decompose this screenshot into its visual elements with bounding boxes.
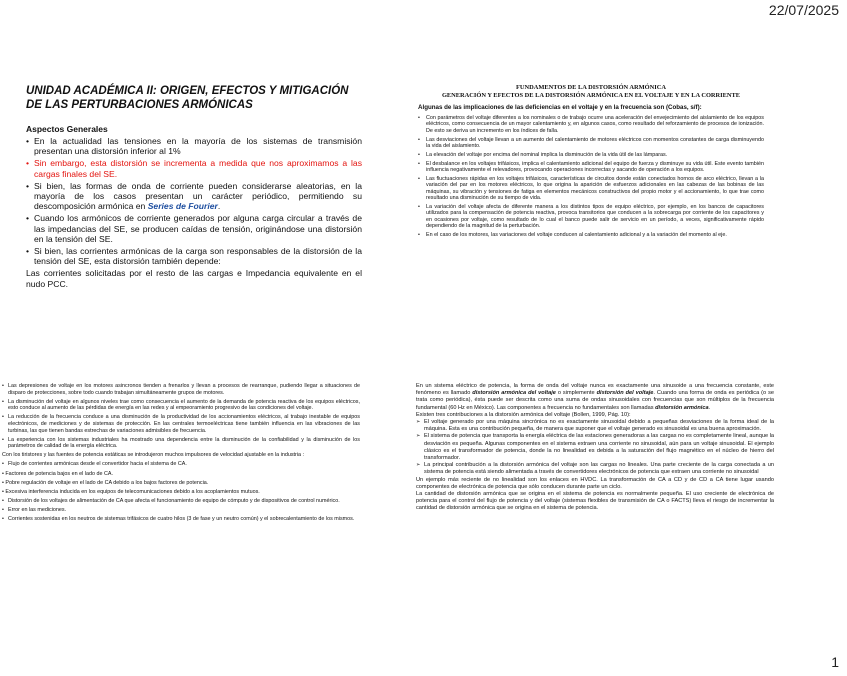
text-run: En un sistema eléctrico de potencia, la forma de onda del voltaje nunca es exactamente una sinusoide a una frecuencia constante, este fenómeno es llamado [416, 383, 774, 397]
arrow-item: ➢ El sistema de potencia que transporta la energía eléctrica de las estaciones generadoras a las cargas no es completamente lineal, aunque la desviación es pequeña. Algunas componentes en el sistema extraen una corriente no sinusoidal, aún para un voltaje sinusoidal. El ejemplo clásico es el transformador de potencia, donde la no linealidad es debida a la saturación del flujo magnético en el núcleo de hierro del transformador. [416, 433, 774, 462]
slide-unidad-academica [26, 84, 362, 291]
list-item: • La variación del voltaje afecta de diferente manera a los distintos tipos de equipo eléctrico, por ejemplo, en los bancos de capacitores utilizados para la compensación de potencia reactiva, provoca transitorios que conducen a la sobrecarga por corriente de los capacitores y en ocasiones por voltaje, como resultado de lo cual el banco puede salir de servicio en un período, a veces, significativamente rápido dependiendo de la magnitud de la perturbación. [418, 204, 764, 230]
bullet-list [418, 115, 764, 238]
list-item: • Las depresiones de voltaje en los motores asincronos tienden a frenarlos y llevan a procesos de rearranque, pudiendo llegar a situaciones de disparo de protecciones, sobre todo cuando trabajan simultáneamente grupos de motores. [2, 383, 360, 396]
paragraph: Un ejemplo más reciente de no linealidad son los enlaces en HVDC. La transformación de CA a CD y de CD a CA tiene lugar usando componentes de electrónica de potencia que sólo conducen durante parte un ciclo. [416, 476, 774, 490]
text-run: Si bien, las formas de onda de corriente pueden considerarse aleatorias, en la mayoría de los casos presentan un carácter periódico, permitiendo su descomposición armónica en [34, 180, 362, 212]
list-item: • Con parámetros del voltaje diferentes a los nominales o de trabajo ocurre una aceleración del envejecimiento del aislamiento de los equipos eléctricos, como consecuencia de un mayor calentamiento y, en algunos casos, como resultado del reforzamiento de procesos de ionización. De esto se deriva un incremento en los índices de falla. [418, 115, 764, 134]
bullet-list [26, 136, 362, 289]
page-number: 1 [831, 654, 839, 670]
list-item: • Corrientes sostenidas en los neutros de sistemas trifásicos de cuatro hilos (3 de fase y un neutro común) y el sobrecalentamiento de los mismos. [2, 516, 360, 523]
list-item: • La reducción de la frecuencia conduce a una disminución de la productividad de los accionamientos eléctricos, al trabajo inestable de equipos electrónicos, de mediciones y de sistemas de protección. En las centrales termoeléctricas tiene también influencia en las vibraciones de las turbinas, las que tienen bandas estrechas de variaciones admisibles de frecuencia. [2, 414, 360, 434]
text-run: . [708, 404, 711, 411]
list-item: • Si bien, las corrientes armónicas de la carga son responsables de la distorsión de la tensión del SE, esta distorsión también depende: [26, 246, 362, 266]
text-run: . [217, 201, 221, 212]
emphasis-term: distorsión armónica [655, 404, 709, 411]
paragraph: • Excesiva interferencia inducida en los equipos de telecomunicaciones debido a los acoplamientos mutuos. [2, 488, 260, 495]
slide-heading: FUNDAMENTOS DE LA DISTORSIÓN ARMÓNICA [516, 84, 666, 91]
list-item [26, 181, 362, 212]
list-item: • Distorsión de los voltajes de alimentación de CA que afecta el funcionamiento de equipo de cómputo y de dispositivos de control numérico. [2, 498, 360, 505]
list-item: • El desbalance en los voltajes trifásicos, implica el calentamiento adicional del equipo de fuerza y disminuye su vida útil. Este evento también influencia negativamente el relevadores, provocando operaciones incorrectas y sacando de operación a los equipos. [418, 161, 764, 174]
paragraph: Con los tiristores y las fuentes de potencia estáticas se introdujeron muchos impulsores de velocidad ajustable en la industria : [2, 452, 305, 459]
list-item: • Error en las mediciones. [2, 507, 360, 514]
slide-heading-secondary: GENERACIÓN Y EFECTOS DE LA DISTORSIÓN ARMÓNICA EN EL VOLTAJE Y EN LA CORRIENTE [441, 92, 741, 99]
list-item: • Cuando los armónicos de corriente generados por alguna carga circular a través de las impedancias del SE, se producen caídas de tensión, originándose una distorsión en la tensión del SE. [26, 213, 362, 244]
paragraph: • Factores de potencia bajos en el lado de CA. [2, 470, 113, 477]
fourier-series-term: Series de Fourier [147, 201, 218, 212]
paragraph: La cantidad de distorsión armónica que se origina en el sistema de potencia es normalmente pequeña. El uso creciente de electrónica de potencia para el control del flujo de potencia y del voltaje (sistemas flexibles de transmisión de CA o FACTS) lleva el riesgo de incrementar la cantidad de distorsión armónica que se origina en el sistema de potencia. [416, 491, 774, 512]
list-item: • Flujo de corrientes armónicas desde el convertidor hacia el sistema de CA. [2, 461, 360, 468]
emphasis-term: distorsión del voltaje [596, 390, 654, 397]
header-date: 22/07/2025 [768, 2, 839, 18]
list-item-highlight: • Sin embargo, esta distorsión se incrementa a medida que nos aproximamos a las cargas finales del SE. [26, 158, 362, 178]
arrow-item: ➢ El voltaje generado por una máquina sincrónica no es exactamente sinusoidal debido a pequeñas desviaciones de la forma ideal de la máquina. Esta es una contribución pequeña, de manera que suponer que el voltaje generado es sinusoidal es una buena aproximación. [416, 419, 774, 433]
text-run: . Cuando una forma de onda es periódica (o se trata como periódica), ésta puede ser descrita como una suma de ondas sinusoidales con frecuencias que son múltiplos de la frecuencia fundamental (60 Hz en México). Las componentes a frecuencia no fundamentales son llamadas [416, 390, 775, 411]
slide-distorsion-armonica [416, 383, 774, 513]
paragraph: Existen tres contribuciones a la distorsión armónica del voltaje (Bollen, 1999, Pág. 10): [416, 411, 631, 418]
list-item: Las corrientes solicitadas por el resto de las cargas e Impedancia equivalente en el nudo PCC. [26, 268, 362, 289]
slide-fundamentos [418, 84, 764, 241]
list-item: • En el caso de los motores, las variaciones del voltaje conducen al calentamiento adicional y a la variación del momento al eje. [418, 232, 764, 238]
slide-subheading: Algunas de las implicaciones de las deficiencias en el voltaje y en la frecuencia son (Cobas, s/f): [418, 104, 702, 111]
list-item: • La elevación del voltaje por encima del nominal implica la disminución de la vida útil de las lámparas. [418, 152, 764, 158]
slide-title: UNIDAD ACADÉMICA II: ORIGEN, EFECTOS Y MITIGACIÓN DE LAS PERTURBACIONES ARMÓNICAS [26, 85, 349, 111]
text-run: o simplemente [555, 390, 597, 397]
paragraph: • Pobre regulación de voltaje en el lado de CA debido a los bajos factores de potencia. [2, 479, 209, 486]
list-item: • Las fluctuaciones rápidas en los voltajes trifásicos, características de circuitos donde están conectados hornos de arco eléctrico, llevan a la variación del par en los motores eléctricos, lo que origina la aparición de esfuerzos adicionales en las cabezas de las bobinas de las máquinas, su vibración y tensiones de fatiga en elementos mecánicos constructivos del propio motor y el accionamiento, lo que trae como resultado una disminución de su tiempo de vida. [418, 176, 764, 202]
list-item: • En la actualidad las tensiones en la mayoría de los sistemas de transmisión presentan una distorsión inferior al 1% [26, 136, 362, 156]
slide-efectos-voltaje [2, 383, 360, 525]
list-item: • La disminución del voltaje en algunos niveles trae como consecuencia el aumento de la demanda de potencia reactiva de los equipos eléctricos, esto conduce al aumento de las pérdidas de energía en las redes y al empeoramiento progresivo de las condiciones del voltaje. [2, 399, 360, 412]
paragraph [416, 383, 774, 412]
list-item: • La experiencia con los sistemas industriales ha mostrado una dependencia entre la disminución de la confiabilidad y la disminución de los parámetros de calidad de la energía eléctrica. [2, 437, 360, 450]
list-item: • Las desviaciones del voltaje llevan a un aumento del calentamiento de motores eléctricos con momentos constantes de carga disminuyendo la vida del aislamiento. [418, 137, 764, 150]
arrow-item: ➢ La principal contribución a la distorsión armónica del voltaje son las cargas no lineales. Una parte creciente de la carga conectada a un sistema de potencia está siendo alimentada a través de convertidores electrónicos de potencia que extraen una corriente no sinusoidal [416, 462, 774, 476]
slide-subtitle: Aspectos Generales [26, 124, 108, 134]
emphasis-term: distorsión armónica del voltaje [472, 390, 556, 397]
